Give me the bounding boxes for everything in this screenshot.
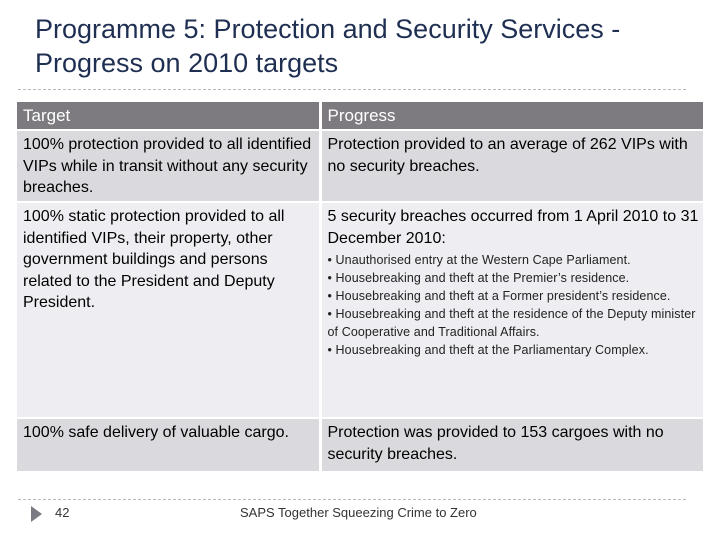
table-row xyxy=(17,130,703,202)
breach-item: • Housebreaking and theft at the Parliamentary Complex. xyxy=(327,343,649,357)
breach-list xyxy=(328,251,700,359)
target-cell: 100% safe delivery of valuable cargo. xyxy=(17,418,320,471)
target-cell: 100% protection provided to all identified VIPs while in transit without any security breaches. xyxy=(17,130,320,202)
progress-cell: Protection was provided to 153 cargoes with no security breaches. xyxy=(320,418,703,471)
slide-title: Programme 5: Protection and Security Services - Progress on 2010 targets xyxy=(35,14,621,78)
table-header-row xyxy=(17,102,703,130)
progress-lead: 5 security breaches occurred from 1 April 2010 to 31 December 2010: xyxy=(327,208,699,247)
table-row xyxy=(17,418,703,471)
table-row xyxy=(17,202,703,418)
progress-cell xyxy=(320,202,703,418)
page-number: 42 xyxy=(55,505,70,520)
progress-cell: Protection provided to an average of 262 VIPs with no security breaches. xyxy=(320,130,703,202)
header-progress: Progress xyxy=(320,102,703,130)
breach-item: • Unauthorised entry at the Western Cape Parliament. xyxy=(327,253,631,267)
header-target: Target xyxy=(17,102,320,130)
footer-divider xyxy=(18,499,686,500)
breach-item: • Housebreaking and theft at the Premier’s residence. xyxy=(327,271,630,285)
play-arrow-icon xyxy=(31,506,42,522)
breach-item: • Housebreaking and theft at the residence of the Deputy minister of Cooperative and Traditional Affairs. xyxy=(327,307,696,339)
progress-table xyxy=(17,102,703,471)
breach-item: • Housebreaking and theft at a Former president’s residence. xyxy=(327,289,671,303)
footer-slogan: SAPS Together Squeezing Crime to Zero xyxy=(240,505,477,520)
title-divider xyxy=(18,89,686,90)
target-cell: 100% static protection provided to all identified VIPs, their property, other government buildings and persons related to the President and Deputy President. xyxy=(17,202,320,418)
